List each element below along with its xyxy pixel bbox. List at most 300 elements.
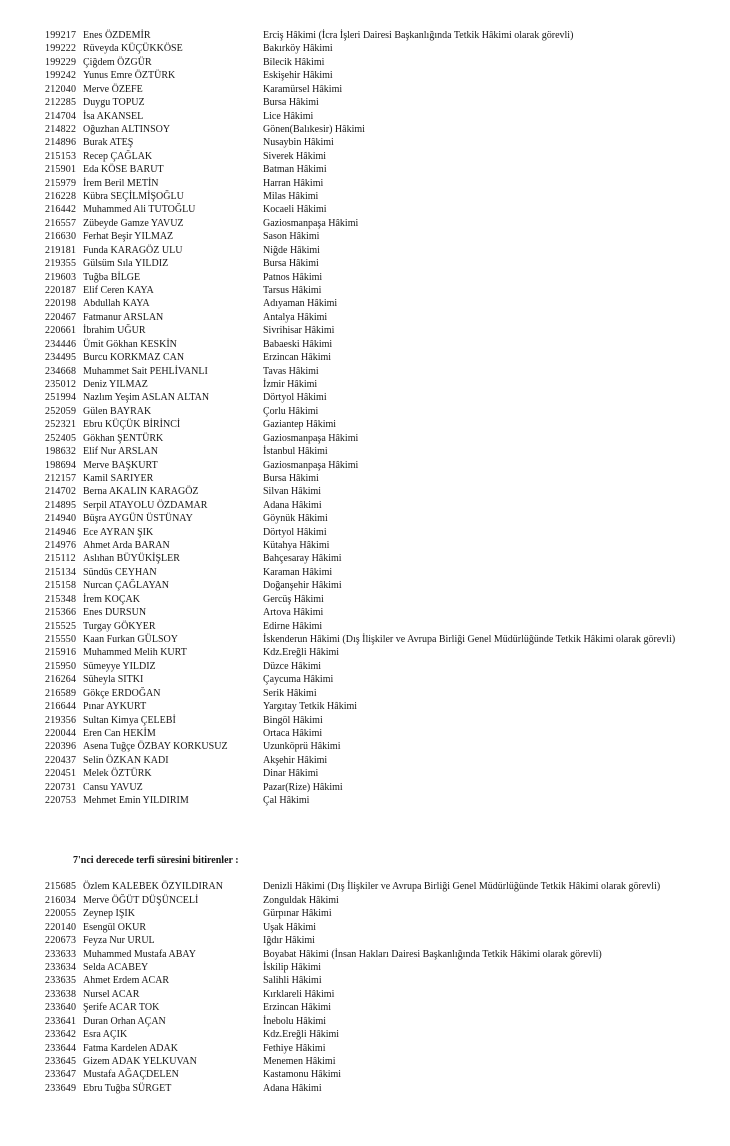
table-row xyxy=(45,56,730,69)
person-name: Muhammet Sait PEHLİVANLI xyxy=(83,365,208,377)
registry-number: 199222 xyxy=(45,43,77,55)
duty-title: Lice Hâkimi xyxy=(263,110,314,122)
person-name: Serpil ATAYOLU ÖZDAMAR xyxy=(83,499,208,511)
person-name: Turgay GÖKYER xyxy=(83,620,156,632)
person-name: Sümeyye YILDIZ xyxy=(83,660,156,672)
person-name: İrem KOÇAK xyxy=(83,593,140,605)
table-row xyxy=(45,163,730,176)
table-row xyxy=(45,593,730,606)
table-row xyxy=(45,472,730,485)
registry-number: 220437 xyxy=(45,754,77,766)
person-name: Ahmet Erdem ACAR xyxy=(83,975,170,987)
registry-number: 198694 xyxy=(45,459,77,471)
table-row xyxy=(45,974,730,987)
registry-number: 219356 xyxy=(45,714,77,726)
duty-title: Adana Hâkimi xyxy=(263,1082,322,1094)
person-name: Enes ÖZDEMİR xyxy=(83,30,151,41)
registry-number: 233645 xyxy=(45,1055,77,1067)
registry-number: 219181 xyxy=(45,244,77,256)
registry-number: 219355 xyxy=(45,258,77,270)
registry-number: 252321 xyxy=(45,419,77,431)
table-row xyxy=(45,42,730,55)
table-row xyxy=(45,230,730,243)
judicial-appointment-list xyxy=(0,29,730,1095)
table-row xyxy=(45,961,730,974)
duty-title: Gaziosmanpaşa Hâkimi xyxy=(263,217,359,229)
person-name: Kaan Furkan GÜLSOY xyxy=(83,633,178,645)
duty-title: Düzce Hâkimi xyxy=(263,660,322,672)
table-row xyxy=(45,338,730,351)
table-row xyxy=(45,257,730,270)
person-name: Esengül OKUR xyxy=(83,921,147,933)
registry-number: 233640 xyxy=(45,1002,77,1014)
registry-number: 199242 xyxy=(45,70,77,82)
person-name: Abdullah KAYA xyxy=(83,298,150,310)
registry-number: 219603 xyxy=(45,271,77,283)
person-name: Eren Can HEKİM xyxy=(83,727,156,739)
registry-number: 234495 xyxy=(45,352,77,364)
duty-title: Karaman Hâkimi xyxy=(263,566,333,578)
table-row xyxy=(45,894,730,907)
registry-number: 233638 xyxy=(45,988,77,1000)
person-name: Ebru KÜÇÜK BİRİNCİ xyxy=(83,419,181,431)
person-name: Süheyla SITKI xyxy=(83,674,144,686)
registry-number: 233634 xyxy=(45,962,77,973)
registry-number: 252405 xyxy=(45,432,77,444)
registry-number: 233635 xyxy=(45,975,77,987)
table-row xyxy=(45,948,730,961)
table-row xyxy=(45,190,730,203)
duty-title: Erzincan Hâkimi xyxy=(263,352,332,364)
duty-title: Kdz.Ereğli Hâkimi xyxy=(263,647,340,659)
person-name: Eda KÖSE BARUT xyxy=(83,164,164,176)
section-header: 7'nci derecede terfi süresini bitirenler : xyxy=(73,855,239,867)
person-name: Muhammed Melih KURT xyxy=(83,647,187,659)
duty-title: Tarsus Hâkimi xyxy=(263,285,322,297)
person-name: Ferhat Beşir YILMAZ xyxy=(83,231,174,243)
table-row xyxy=(45,921,730,934)
duty-title: Çaycuma Hâkimi xyxy=(263,674,334,686)
person-name: Zeynep IŞIK xyxy=(83,908,135,920)
table-row xyxy=(45,907,730,920)
table-row xyxy=(45,499,730,512)
duty-title: Erzincan Hâkimi xyxy=(263,1002,332,1014)
duty-title: Batman Hâkimi xyxy=(263,164,327,176)
table-row xyxy=(45,324,730,337)
person-name: Esra AÇIK xyxy=(83,1029,128,1041)
table-row xyxy=(45,83,730,96)
duty-title: Dinar Hâkimi xyxy=(263,768,319,780)
registry-number: 215112 xyxy=(45,553,76,565)
person-name: Deniz YILMAZ xyxy=(83,378,148,390)
duty-title: Bakırköy Hâkimi xyxy=(263,43,333,55)
duty-title: Boyabat Hâkimi (İnsan Hakları Dairesi Başkanlığında Tetkik Hâkimi olarak görevli) xyxy=(263,948,602,960)
person-name: Rüveyda KÜÇÜKKÖSE xyxy=(83,43,183,55)
duty-title: Adıyaman Hâkimi xyxy=(263,298,338,310)
table-row xyxy=(45,566,730,579)
person-name: Berna AKALIN KARAGÖZ xyxy=(83,486,199,498)
registry-number: 233642 xyxy=(45,1029,77,1041)
duty-title: Babaeski Hâkimi xyxy=(263,338,333,350)
duty-title: Siverek Hâkimi xyxy=(263,150,327,162)
table-row xyxy=(45,714,730,727)
duty-title: Zonguldak Hâkimi xyxy=(263,894,339,906)
person-name: Burcu KORKMAZ CAN xyxy=(83,352,185,364)
duty-title: Yargıtay Tetkik Hâkimi xyxy=(263,701,358,713)
person-name: Ahmet Arda BARAN xyxy=(83,540,170,552)
registry-number: 215134 xyxy=(45,566,77,578)
duty-title: Milas Hâkimi xyxy=(263,191,319,203)
registry-number: 220140 xyxy=(45,921,77,933)
person-name: Sultan Kimya ÇELEBİ xyxy=(83,714,176,726)
person-name: Burak ATEŞ xyxy=(83,137,134,149)
person-name: Selin ÖZKAN KADI xyxy=(83,754,169,766)
person-name: Ece AYRAN ŞIK xyxy=(83,526,154,538)
table-row xyxy=(45,29,730,42)
registry-number: 220198 xyxy=(45,298,77,310)
person-name: Aslıhan BÜYÜKİŞLER xyxy=(83,553,180,565)
duty-title: Dörtyol Hâkimi xyxy=(263,392,327,404)
table-row xyxy=(45,459,730,472)
registry-number: 214976 xyxy=(45,540,77,552)
person-name: Nurcan ÇAĞLAYAN xyxy=(83,580,170,592)
person-name: Cansu YAVUZ xyxy=(83,781,143,793)
person-name: Asena Tuğçe ÖZBAY KORKUSUZ xyxy=(83,741,228,753)
registry-number: 233647 xyxy=(45,1069,77,1081)
duty-title: Akşehir Hâkimi xyxy=(263,754,328,766)
table-row xyxy=(45,432,730,445)
registry-number: 214822 xyxy=(45,123,77,135)
person-name: İbrahim UĞUR xyxy=(83,325,146,337)
registry-number: 220673 xyxy=(45,935,77,947)
registry-number: 233649 xyxy=(45,1082,77,1094)
duty-title: Ortaca Hâkimi xyxy=(263,727,323,739)
duty-title: Antalya Hâkimi xyxy=(263,311,328,323)
duty-title: Bahçesaray Hâkimi xyxy=(263,553,342,565)
registry-number: 233644 xyxy=(45,1042,77,1054)
person-name: Muhammed Ali TUTOĞLU xyxy=(83,204,196,216)
table-row xyxy=(45,405,730,418)
registry-number: 214895 xyxy=(45,499,77,511)
registry-number: 220055 xyxy=(45,908,77,920)
duty-title: Çorlu Hâkimi xyxy=(263,405,319,417)
duty-title: Çal Hâkimi xyxy=(263,795,310,807)
registry-number: 220451 xyxy=(45,768,77,780)
table-row xyxy=(45,1042,730,1055)
section-rows xyxy=(0,880,730,1095)
registry-number: 216589 xyxy=(45,687,77,699)
registry-number: 216442 xyxy=(45,204,77,216)
person-name: Ebru Tuğba SÜRGET xyxy=(83,1082,172,1094)
person-name: Elif Ceren KAYA xyxy=(83,285,154,297)
table-row xyxy=(45,880,730,893)
registry-number: 212040 xyxy=(45,83,77,95)
table-row xyxy=(45,606,730,619)
duty-title: Salihli Hâkimi xyxy=(263,975,322,987)
table-row xyxy=(45,69,730,82)
person-name: Muhammed Mustafa ABAY xyxy=(83,948,196,960)
table-row xyxy=(45,934,730,947)
person-name: Pınar AYKURT xyxy=(83,701,147,713)
registry-number: 233633 xyxy=(45,948,77,960)
list-section xyxy=(0,854,730,1095)
registry-number: 220044 xyxy=(45,727,77,739)
duty-title: Niğde Hâkimi xyxy=(263,244,320,256)
registry-number: 216228 xyxy=(45,191,77,203)
duty-title: Bursa Hâkimi xyxy=(263,472,319,484)
registry-number: 214940 xyxy=(45,513,77,525)
table-row xyxy=(45,150,730,163)
duty-title: Nusaybin Hâkimi xyxy=(263,137,334,149)
registry-number: 214896 xyxy=(45,137,77,149)
registry-number: 215550 xyxy=(45,633,77,645)
duty-title: Doğanşehir Hâkimi xyxy=(263,580,342,592)
duty-title: Dörtyol Hâkimi xyxy=(263,526,327,538)
table-row xyxy=(45,767,730,780)
table-row xyxy=(45,271,730,284)
duty-title: Kocaeli Hâkimi xyxy=(263,204,327,216)
registry-number: 215901 xyxy=(45,164,77,176)
table-row xyxy=(45,727,730,740)
duty-title: Gönen(Balıkesir) Hâkimi xyxy=(263,123,365,135)
person-name: Yunus Emre ÖZTÜRK xyxy=(83,70,176,82)
person-name: Nursel ACAR xyxy=(83,988,140,1000)
registry-number: 215685 xyxy=(45,881,77,893)
registry-number: 215525 xyxy=(45,620,77,632)
table-row xyxy=(45,96,730,109)
registry-number: 215366 xyxy=(45,607,77,619)
table-row xyxy=(45,512,730,525)
registry-number: 235012 xyxy=(45,378,77,390)
person-name: Merve ÖĞÜT DÜŞÜNCELİ xyxy=(83,894,199,906)
registry-number: 220753 xyxy=(45,795,77,807)
duty-title: Gaziosmanpaşa Hâkimi xyxy=(263,432,359,444)
table-row xyxy=(45,217,730,230)
person-name: Duygu TOPUZ xyxy=(83,97,145,109)
person-name: Oğuzhan ALTINSOY xyxy=(83,123,171,135)
person-name: Duran Orhan AÇAN xyxy=(83,1015,166,1027)
registry-number: 251994 xyxy=(45,392,77,404)
duty-title: Harran Hâkimi xyxy=(263,177,324,189)
table-row xyxy=(45,781,730,794)
duty-title: Silvan Hâkimi xyxy=(263,486,322,498)
registry-number: 212285 xyxy=(45,97,77,109)
table-row xyxy=(45,311,730,324)
duty-title: Uzunköprü Hâkimi xyxy=(263,741,341,753)
table-row xyxy=(45,1015,730,1028)
table-row xyxy=(45,620,730,633)
duty-title: Kastamonu Hâkimi xyxy=(263,1069,342,1081)
person-name: Melek ÖZTÜRK xyxy=(83,768,152,780)
person-name: Gökhan ŞENTÜRK xyxy=(83,432,164,444)
table-row xyxy=(45,1001,730,1014)
person-name: Elif Nur ARSLAN xyxy=(83,446,158,458)
registry-number: 234668 xyxy=(45,365,77,377)
table-row xyxy=(45,794,730,807)
registry-number: 220467 xyxy=(45,311,77,323)
table-row xyxy=(45,646,730,659)
duty-title: Kırklareli Hâkimi xyxy=(263,988,335,1000)
table-row xyxy=(45,418,730,431)
duty-title: Iğdır Hâkimi xyxy=(263,935,315,947)
duty-title: Gaziosmanpaşa Hâkimi xyxy=(263,459,359,471)
duty-title: Gercüş Hâkimi xyxy=(263,593,324,605)
person-name: Büşra AYGÜN ÜSTÜNAY xyxy=(83,513,193,525)
duty-title: Bursa Hâkimi xyxy=(263,258,319,270)
duty-title: İskilip Hâkimi xyxy=(263,962,322,973)
registry-number: 252059 xyxy=(45,405,77,417)
list-section xyxy=(0,29,730,807)
duty-title: Fethiye Hâkimi xyxy=(263,1042,326,1054)
person-name: Merve ÖZEFE xyxy=(83,83,143,95)
person-name: Funda KARAGÖZ ULU xyxy=(83,244,183,256)
table-row xyxy=(45,136,730,149)
duty-title: Göynük Hâkimi xyxy=(263,513,328,525)
table-row xyxy=(45,391,730,404)
table-row xyxy=(45,579,730,592)
section-rows xyxy=(0,29,730,807)
table-row xyxy=(45,539,730,552)
registry-number: 216630 xyxy=(45,231,77,243)
person-name: Gülsüm Sıla YILDIZ xyxy=(83,258,169,270)
duty-title: İstanbul Hâkimi xyxy=(263,446,328,458)
table-row xyxy=(45,485,730,498)
registry-number: 199217 xyxy=(45,30,77,41)
person-name: Ümit Gökhan KESKİN xyxy=(83,338,177,350)
registry-number: 234446 xyxy=(45,338,77,350)
duty-title: Bilecik Hâkimi xyxy=(263,56,325,68)
registry-number: 220396 xyxy=(45,741,77,753)
registry-number: 220661 xyxy=(45,325,77,337)
table-row xyxy=(45,110,730,123)
person-name: Feyza Nur URUL xyxy=(83,935,155,947)
person-name: Nazlım Yeşim ASLAN ALTAN xyxy=(83,392,210,404)
registry-number: 216034 xyxy=(45,894,77,906)
duty-title: Bingöl Hâkimi xyxy=(263,714,323,726)
table-row xyxy=(45,552,730,565)
person-name: Recep ÇAĞLAK xyxy=(83,150,153,162)
duty-title: Tavas Hâkimi xyxy=(263,365,319,377)
duty-title: Artova Hâkimi xyxy=(263,607,324,619)
table-row xyxy=(45,177,730,190)
table-row xyxy=(45,1055,730,1068)
table-row xyxy=(45,244,730,257)
duty-title: Erciş Hâkimi (İcra İşleri Dairesi Başkanlığında Tetkik Hâkimi olarak görevli) xyxy=(263,30,574,41)
duty-title: Sason Hâkimi xyxy=(263,231,320,243)
duty-title: Gaziantep Hâkimi xyxy=(263,419,337,431)
registry-number: 215979 xyxy=(45,177,77,189)
table-row xyxy=(45,633,730,646)
person-name: Enes DURSUN xyxy=(83,607,147,619)
table-row xyxy=(45,660,730,673)
person-name: Şerife ACAR TOK xyxy=(83,1002,160,1014)
person-name: Özlem KALEBEK ÖZYILDIRAN xyxy=(83,881,223,893)
person-name: Kamil SARIYER xyxy=(83,472,154,484)
person-name: Selda ACABEY xyxy=(83,962,149,973)
registry-number: 220187 xyxy=(45,285,77,297)
person-name: İrem Beril METİN xyxy=(83,177,159,189)
table-row xyxy=(45,378,730,391)
person-name: Tuğba BİLGE xyxy=(83,271,141,283)
table-row xyxy=(45,123,730,136)
duty-title: Denizli Hâkimi (Dış İlişkiler ve Avrupa Birliği Genel Müdürlüğünde Tetkik Hâkimi olarak görevli) xyxy=(263,881,661,893)
registry-number: 216644 xyxy=(45,701,77,713)
registry-number: 215916 xyxy=(45,647,77,659)
registry-number: 215348 xyxy=(45,593,77,605)
duty-title: İnebolu Hâkimi xyxy=(263,1015,327,1027)
duty-title: İskenderun Hâkimi (Dış İlişkiler ve Avrupa Birliği Genel Müdürlüğünde Tetkik Hâkimi olarak görevli) xyxy=(263,633,676,645)
registry-number: 198632 xyxy=(45,446,77,458)
table-row xyxy=(45,297,730,310)
table-row xyxy=(45,365,730,378)
table-row xyxy=(45,1028,730,1041)
person-name: İsa AKANSEL xyxy=(83,110,144,122)
table-row xyxy=(45,351,730,364)
duty-title: Sivrihisar Hâkimi xyxy=(263,325,335,337)
duty-title: Bursa Hâkimi xyxy=(263,97,319,109)
table-row xyxy=(45,1068,730,1081)
duty-title: Pazar(Rize) Hâkimi xyxy=(263,781,343,793)
registry-number: 212157 xyxy=(45,472,77,484)
duty-title: Menemen Hâkimi xyxy=(263,1055,336,1067)
duty-title: Edirne Hâkimi xyxy=(263,620,323,632)
person-name: Merve BAŞKURT xyxy=(83,459,158,471)
duty-title: Kdz.Ereğli Hâkimi xyxy=(263,1029,340,1041)
registry-number: 214704 xyxy=(45,110,77,122)
person-name: Mustafa AĞAÇDELEN xyxy=(83,1069,179,1081)
table-row xyxy=(45,740,730,753)
duty-title: İzmir Hâkimi xyxy=(263,378,318,390)
table-row xyxy=(45,1082,730,1095)
registry-number: 216264 xyxy=(45,674,77,686)
table-row xyxy=(45,284,730,297)
duty-title: Uşak Hâkimi xyxy=(263,921,317,933)
registry-number: 214702 xyxy=(45,486,77,498)
duty-title: Gürpınar Hâkimi xyxy=(263,908,332,920)
duty-title: Serik Hâkimi xyxy=(263,687,317,699)
table-row xyxy=(45,445,730,458)
registry-number: 215950 xyxy=(45,660,77,672)
table-row xyxy=(45,673,730,686)
duty-title: Karamürsel Hâkimi xyxy=(263,83,343,95)
registry-number: 199229 xyxy=(45,56,77,68)
person-name: Gizem ADAK YELKUVAN xyxy=(83,1055,197,1067)
person-name: Gökçe ERDOĞAN xyxy=(83,687,161,699)
table-row xyxy=(45,700,730,713)
table-row xyxy=(45,687,730,700)
registry-number: 215153 xyxy=(45,150,77,162)
duty-title: Eskişehir Hâkimi xyxy=(263,70,333,82)
table-row xyxy=(45,526,730,539)
registry-number: 215158 xyxy=(45,580,77,592)
person-name: Kübra SEÇİLMİŞOĞLU xyxy=(83,191,184,203)
table-row xyxy=(45,203,730,216)
duty-title: Patnos Hâkimi xyxy=(263,271,323,283)
person-name: Zübeyde Gamze YAVUZ xyxy=(83,217,184,229)
person-name: Sündüs CEYHAN xyxy=(83,566,157,578)
person-name: Mehmet Emin YILDIRIM xyxy=(83,795,189,807)
person-name: Gülen BAYRAK xyxy=(83,405,152,417)
person-name: Fatmanur ARSLAN xyxy=(83,311,164,323)
duty-title: Kütahya Hâkimi xyxy=(263,540,330,552)
registry-number: 216557 xyxy=(45,217,77,229)
table-row xyxy=(45,988,730,1001)
person-name: Çiğdem ÖZGÜR xyxy=(83,56,152,68)
registry-number: 214946 xyxy=(45,526,77,538)
registry-number: 233641 xyxy=(45,1015,77,1027)
person-name: Fatma Kardelen ADAK xyxy=(83,1042,178,1054)
table-row xyxy=(45,754,730,767)
